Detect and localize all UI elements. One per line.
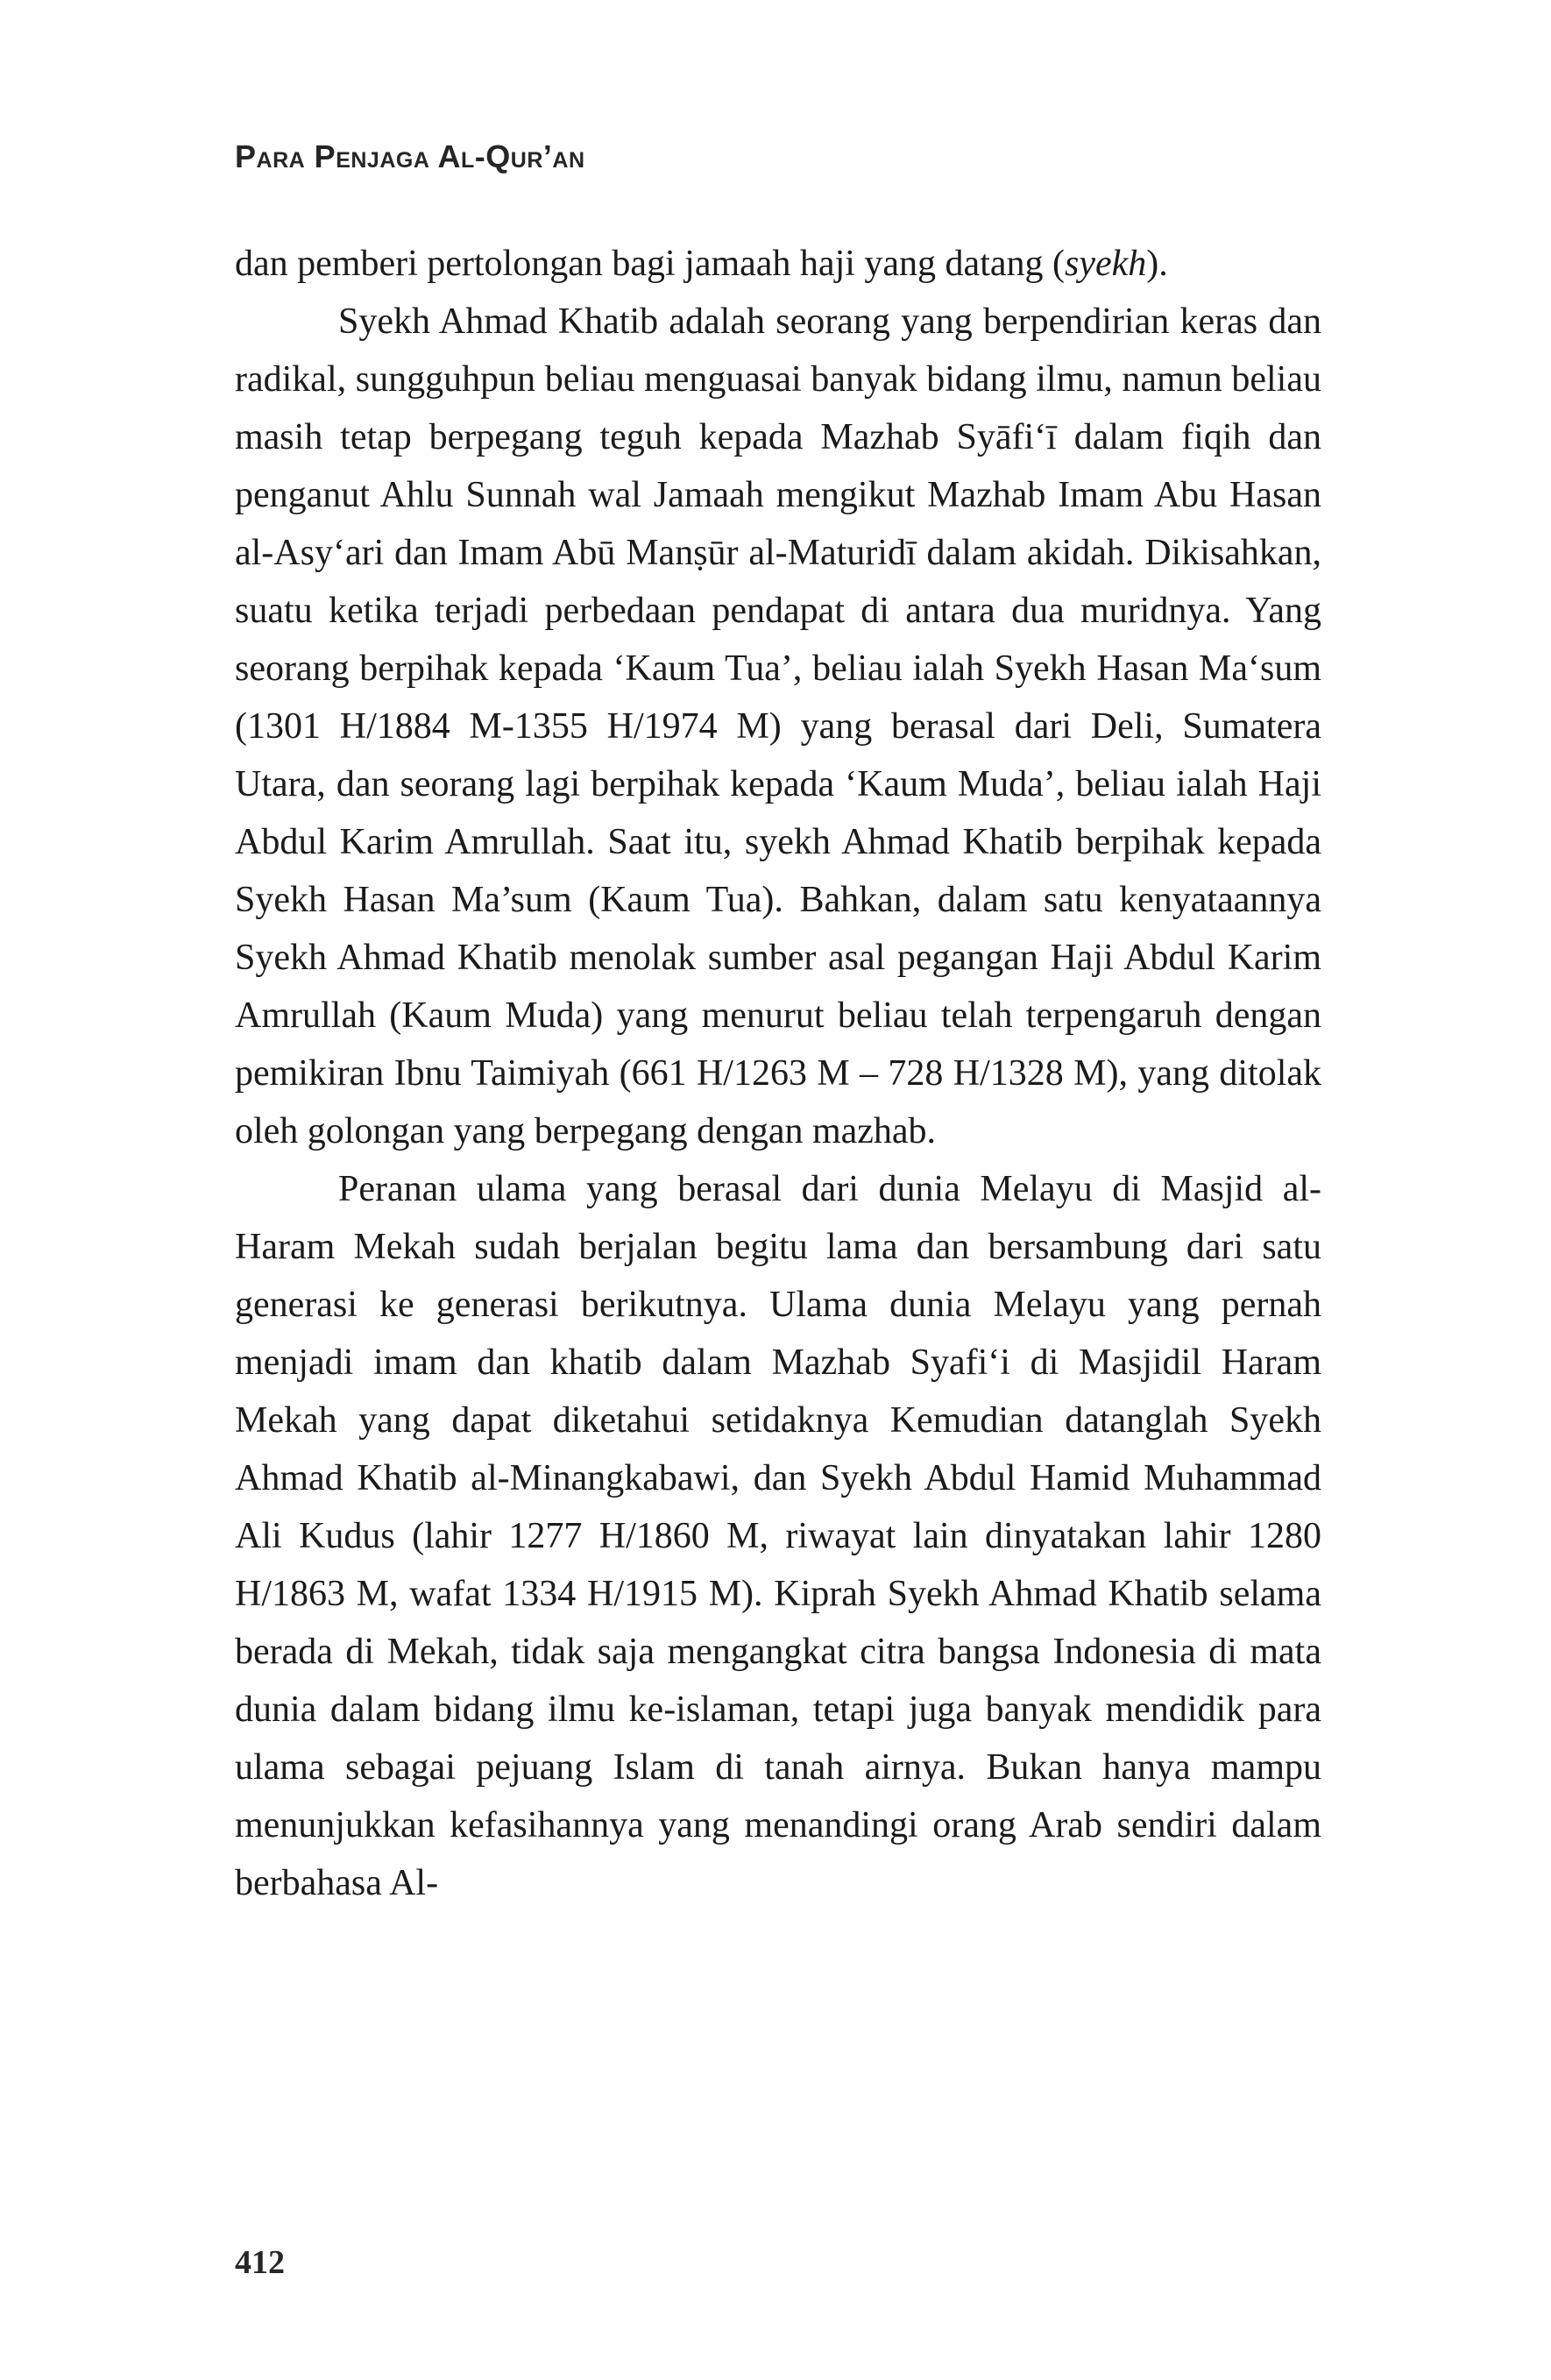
- paragraph-1-text: dan pemberi pertolongan bagi jamaah haji yang datang (: [235, 244, 1065, 284]
- italic-term: syekh: [1065, 244, 1147, 284]
- paragraph-3: Peranan ulama yang berasal dari dunia Melayu di Masjid al-Haram Mekah sudah berjalan begitu lama dan bersambung dari satu generasi ke generasi berikutnya. Ulama dunia Melayu yang pernah menjadi imam dan khatib dalam Mazhab Syafi‘i di Masjidil Haram Mekah yang dapat diketahui setidaknya Kemudian datanglah Syekh Ahmad Khatib al-Minangkabawi, dan Syekh Abdul Hamid Muhammad Ali Kudus (lahir 1277 H/1860 M, riwayat lain dinyatakan lahir 1280 H/1863 M, wafat 1334 H/1915 M). Kiprah Syekh Ahmad Khatib selama berada di Mekah, tidak saja mengangkat citra bangsa Indonesia di mata dunia dalam bidang ilmu ke-islaman, tetapi juga banyak mendidik para ulama sebagai pejuang Islam di tanah airnya. Bukan hanya mampu menunjukkan kefasihannya yang menandingi orang Arab sendiri dalam berbahasa Al-: [235, 1169, 1321, 1903]
- paragraph-1-end: ).: [1146, 244, 1168, 284]
- running-header: Para Penjaga Al-Qur’an: [235, 138, 585, 174]
- paragraph-1: [235, 235, 1321, 293]
- paragraph-2: Syekh Ahmad Khatib adalah seorang yang berpendirian keras dan radikal, sungguhpun beliau menguasai banyak bidang ilmu, namun beliau masih tetap berpegang teguh kepada Mazhab Syāfi‘ī dalam fiqih dan penganut Ahlu Sunnah wal Jamaah mengikut Mazhab Imam Abu Hasan al-Asy‘ari dan Imam Abū Manṣūr al-Maturidī dalam akidah. Dikisahkan, suatu ketika terjadi perbedaan pendapat di antara dua muridnya. Yang seorang berpihak kepada ‘Kaum Tua’, beliau ialah Syekh Hasan Ma‘sum (1301 H/1884 M-1355 H/1974 M) yang berasal dari Deli, Sumatera Utara, dan seorang lagi berpihak kepada ‘Kaum Muda’, beliau ialah Haji Abdul Karim Amrullah. Saat itu, syekh Ahmad Khatib berpihak kepada Syekh Hasan Ma’sum (Kaum Tua). Bahkan, dalam satu kenyataannya Syekh Ahmad Khatib menolak sumber asal pegangan Haji Abdul Karim Amrullah (Kaum Muda) yang menurut beliau telah terpengaruh dengan pemikiran Ibnu Taimiyah (661 H/1263 M – 728 H/1328 M), yang ditolak oleh golongan yang berpegang dengan mazhab.: [235, 301, 1321, 1151]
- page-body: [235, 235, 1321, 1912]
- page-number: 412: [235, 2244, 285, 2281]
